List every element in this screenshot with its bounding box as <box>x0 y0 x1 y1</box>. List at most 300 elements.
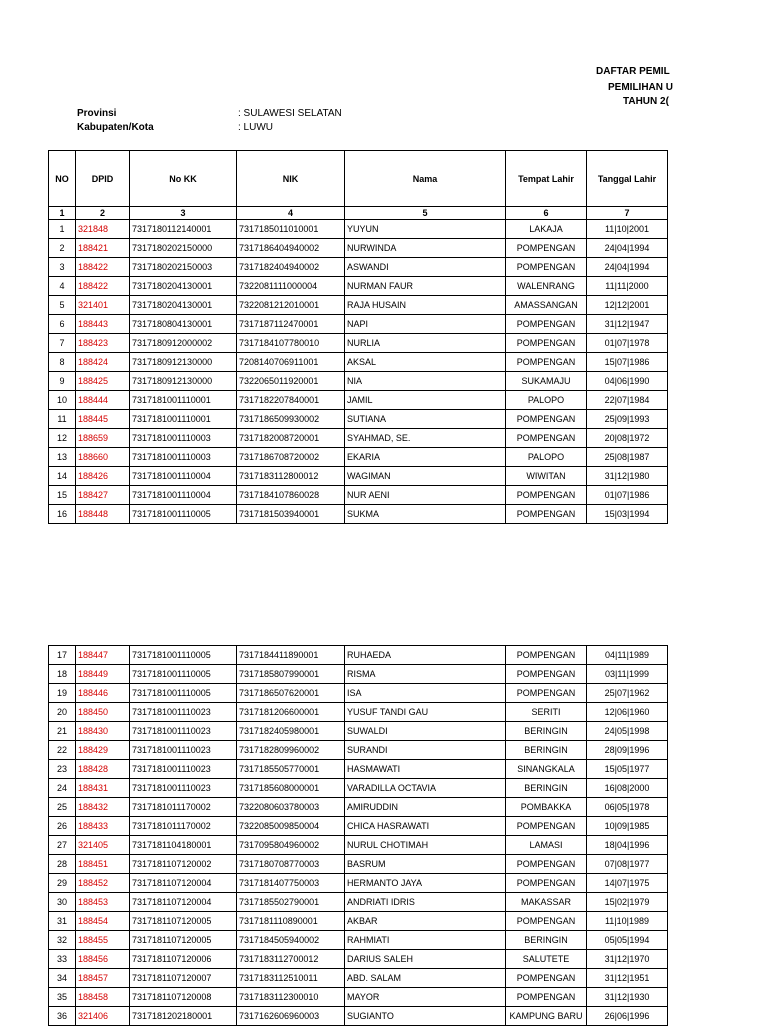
cell-no: 20 <box>49 703 76 722</box>
cell-no: 15 <box>49 486 76 505</box>
table-row <box>49 220 668 239</box>
cell-no: 10 <box>49 391 76 410</box>
cell-nik: 7317186509930002 <box>237 410 345 429</box>
col-number: 6 <box>506 207 587 220</box>
cell-dpid: 188450 <box>76 703 130 722</box>
cell-tanggal-lahir: 31|12|1970 <box>587 950 668 969</box>
cell-tempat-lahir: LAMASI <box>506 836 587 855</box>
cell-tanggal-lahir: 15|02|1979 <box>587 893 668 912</box>
cell-dpid: 321406 <box>76 1007 130 1026</box>
table-row <box>49 798 668 817</box>
cell-no: 34 <box>49 969 76 988</box>
cell-tempat-lahir: WALENRANG <box>506 277 587 296</box>
cell-no-kk: 7317181001110005 <box>130 665 237 684</box>
table-row <box>49 741 668 760</box>
cell-no: 30 <box>49 893 76 912</box>
cell-dpid: 188458 <box>76 988 130 1007</box>
cell-no: 12 <box>49 429 76 448</box>
cell-dpid: 188425 <box>76 372 130 391</box>
col-header-dpid: DPID <box>76 151 130 207</box>
cell-nama: ASWANDI <box>345 258 506 277</box>
cell-nama: EKARIA <box>345 448 506 467</box>
cell-nik: 7317182008720001 <box>237 429 345 448</box>
cell-nama: SURANDI <box>345 741 506 760</box>
cell-no: 35 <box>49 988 76 1007</box>
cell-no-kk: 7317181107120006 <box>130 950 237 969</box>
cell-no: 7 <box>49 334 76 353</box>
cell-nik: 7317183112300010 <box>237 988 345 1007</box>
table-row <box>49 315 668 334</box>
cell-tempat-lahir: POMPENGAN <box>506 239 587 258</box>
cell-nik: 7317185011010001 <box>237 220 345 239</box>
table-row <box>49 703 668 722</box>
cell-no-kk: 7317180204130001 <box>130 296 237 315</box>
cell-nama: NURMAN FAUR <box>345 277 506 296</box>
cell-dpid: 188454 <box>76 912 130 931</box>
cell-tanggal-lahir: 14|07|1975 <box>587 874 668 893</box>
table-body-part1 <box>49 220 668 524</box>
cell-dpid: 321405 <box>76 836 130 855</box>
cell-tanggal-lahir: 12|06|1960 <box>587 703 668 722</box>
provinsi-value: : SULAWESI SELATAN <box>238 108 342 119</box>
cell-nik: 7317182405980001 <box>237 722 345 741</box>
cell-tempat-lahir: KAMPUNG BARU <box>506 1007 587 1026</box>
table-row <box>49 779 668 798</box>
cell-nama: NUR AENI <box>345 486 506 505</box>
col-number: 1 <box>49 207 76 220</box>
cell-dpid: 188659 <box>76 429 130 448</box>
cell-no-kk: 7317180202150000 <box>130 239 237 258</box>
table-row <box>49 912 668 931</box>
cell-nik: 7322085009850004 <box>237 817 345 836</box>
cell-dpid: 188446 <box>76 684 130 703</box>
cell-no: 28 <box>49 855 76 874</box>
cell-no: 6 <box>49 315 76 334</box>
cell-dpid: 188457 <box>76 969 130 988</box>
col-number: 4 <box>237 207 345 220</box>
table-row <box>49 874 668 893</box>
cell-nik: 7317186404940002 <box>237 239 345 258</box>
cell-dpid: 188660 <box>76 448 130 467</box>
cell-no-kk: 7317181001110003 <box>130 429 237 448</box>
cell-tempat-lahir: WIWITAN <box>506 467 587 486</box>
cell-dpid: 188422 <box>76 277 130 296</box>
cell-nama: AKBAR <box>345 912 506 931</box>
cell-no: 13 <box>49 448 76 467</box>
cell-tanggal-lahir: 15|07|1986 <box>587 353 668 372</box>
cell-dpid: 188449 <box>76 665 130 684</box>
cell-tanggal-lahir: 12|12|2001 <box>587 296 668 315</box>
cell-nik: 7317183112800012 <box>237 467 345 486</box>
cell-tempat-lahir: MAKASSAR <box>506 893 587 912</box>
cell-nik: 7322080603780003 <box>237 798 345 817</box>
cell-no: 8 <box>49 353 76 372</box>
cell-tanggal-lahir: 25|07|1962 <box>587 684 668 703</box>
table-row <box>49 334 668 353</box>
cell-tempat-lahir: POMPENGAN <box>506 855 587 874</box>
table-row <box>49 372 668 391</box>
col-number: 2 <box>76 207 130 220</box>
cell-tanggal-lahir: 20|08|1972 <box>587 429 668 448</box>
table-row <box>49 950 668 969</box>
table-row <box>49 931 668 950</box>
cell-dpid: 188455 <box>76 931 130 950</box>
cell-tempat-lahir: POMBAKKA <box>506 798 587 817</box>
table-body-part2 <box>49 646 668 1026</box>
kabupaten-label: Kabupaten/Kota <box>77 122 154 133</box>
cell-no-kk: 7317181001110001 <box>130 410 237 429</box>
cell-dpid: 188448 <box>76 505 130 524</box>
table-row <box>49 486 668 505</box>
cell-nik: 7322065011920001 <box>237 372 345 391</box>
table-row <box>49 969 668 988</box>
table-row <box>49 429 668 448</box>
cell-dpid: 188421 <box>76 239 130 258</box>
cell-no: 32 <box>49 931 76 950</box>
cell-tempat-lahir: POMPENGAN <box>506 258 587 277</box>
table-row <box>49 410 668 429</box>
cell-nama: SUGIANTO <box>345 1007 506 1026</box>
cell-nama: RUHAEDA <box>345 646 506 665</box>
cell-tempat-lahir: SERITI <box>506 703 587 722</box>
cell-dpid: 188426 <box>76 467 130 486</box>
cell-nama: DARIUS SALEH <box>345 950 506 969</box>
cell-nik: 7317181110890001 <box>237 912 345 931</box>
cell-no-kk: 7317181107120002 <box>130 855 237 874</box>
cell-no: 36 <box>49 1007 76 1026</box>
cell-nama: NURUL CHOTIMAH <box>345 836 506 855</box>
cell-no-kk: 7317181107120005 <box>130 931 237 950</box>
cell-tanggal-lahir: 05|05|1994 <box>587 931 668 950</box>
cell-tempat-lahir: POMPENGAN <box>506 665 587 684</box>
cell-nama: AMIRUDDIN <box>345 798 506 817</box>
cell-tempat-lahir: POMPENGAN <box>506 988 587 1007</box>
cell-dpid: 188430 <box>76 722 130 741</box>
cell-tanggal-lahir: 31|12|1947 <box>587 315 668 334</box>
cell-no-kk: 7317180202150003 <box>130 258 237 277</box>
cell-dpid: 188445 <box>76 410 130 429</box>
cell-no-kk: 7317181107120007 <box>130 969 237 988</box>
cell-tanggal-lahir: 16|08|2000 <box>587 779 668 798</box>
cell-tempat-lahir: BERINGIN <box>506 741 587 760</box>
cell-tempat-lahir: LAKAJA <box>506 220 587 239</box>
cell-no-kk: 7317181001110023 <box>130 703 237 722</box>
document-title-line2: PEMILIHAN U <box>608 82 673 93</box>
cell-nik: 7317181206600001 <box>237 703 345 722</box>
cell-tempat-lahir: BERINGIN <box>506 931 587 950</box>
cell-tempat-lahir: POMPENGAN <box>506 334 587 353</box>
cell-no-kk: 7317181001110023 <box>130 760 237 779</box>
table-row <box>49 391 668 410</box>
cell-nik: 7322081212010001 <box>237 296 345 315</box>
cell-tempat-lahir: AMASSANGAN <box>506 296 587 315</box>
cell-dpid: 188422 <box>76 258 130 277</box>
provinsi-label: Provinsi <box>77 108 117 119</box>
cell-nama: ISA <box>345 684 506 703</box>
cell-tanggal-lahir: 15|03|1994 <box>587 505 668 524</box>
cell-tempat-lahir: POMPENGAN <box>506 874 587 893</box>
cell-tanggal-lahir: 24|04|1994 <box>587 258 668 277</box>
cell-tanggal-lahir: 24|05|1998 <box>587 722 668 741</box>
cell-no: 21 <box>49 722 76 741</box>
document-title-line1: DAFTAR PEMIL <box>596 66 670 77</box>
cell-dpid: 188443 <box>76 315 130 334</box>
col-number: 7 <box>587 207 668 220</box>
cell-tempat-lahir: POMPENGAN <box>506 969 587 988</box>
table-row <box>49 855 668 874</box>
cell-tempat-lahir: POMPENGAN <box>506 912 587 931</box>
table-row <box>49 239 668 258</box>
cell-nik: 7317181503940001 <box>237 505 345 524</box>
col-number: 5 <box>345 207 506 220</box>
cell-no-kk: 7317181001110004 <box>130 486 237 505</box>
cell-no-kk: 7317181001110001 <box>130 391 237 410</box>
cell-nik: 7317185505770001 <box>237 760 345 779</box>
cell-nama: RAHMIATI <box>345 931 506 950</box>
cell-nama: RAJA HUSAIN <box>345 296 506 315</box>
cell-no-kk: 7317181001110023 <box>130 779 237 798</box>
cell-no: 23 <box>49 760 76 779</box>
cell-no-kk: 7317180912130000 <box>130 372 237 391</box>
cell-no: 25 <box>49 798 76 817</box>
cell-no-kk: 7317181202180001 <box>130 1007 237 1026</box>
document-title-line3: TAHUN 2( <box>623 96 669 107</box>
cell-dpid: 188451 <box>76 855 130 874</box>
cell-nama: SYAHMAD, SE. <box>345 429 506 448</box>
cell-tanggal-lahir: 10|09|1985 <box>587 817 668 836</box>
cell-dpid: 188429 <box>76 741 130 760</box>
cell-nik: 7317183112700012 <box>237 950 345 969</box>
voter-table-part2 <box>48 645 668 1026</box>
cell-no: 2 <box>49 239 76 258</box>
cell-tempat-lahir: PALOPO <box>506 391 587 410</box>
cell-tanggal-lahir: 06|05|1978 <box>587 798 668 817</box>
cell-no-kk: 7317181001110023 <box>130 722 237 741</box>
cell-no-kk: 7317181001110003 <box>130 448 237 467</box>
cell-nama: NIA <box>345 372 506 391</box>
cell-nama: SUTIANA <box>345 410 506 429</box>
cell-tempat-lahir: SINANGKALA <box>506 760 587 779</box>
cell-nama: NURLIA <box>345 334 506 353</box>
cell-dpid: 188456 <box>76 950 130 969</box>
cell-nama: YUSUF TANDI GAU <box>345 703 506 722</box>
cell-tanggal-lahir: 01|07|1986 <box>587 486 668 505</box>
cell-nik: 7317182809960002 <box>237 741 345 760</box>
table-row <box>49 665 668 684</box>
cell-tanggal-lahir: 31|12|1951 <box>587 969 668 988</box>
cell-no-kk: 7317181107120005 <box>130 912 237 931</box>
cell-dpid: 188431 <box>76 779 130 798</box>
cell-nik: 7317185608000001 <box>237 779 345 798</box>
col-header-tanggal-lahir: Tanggal Lahir <box>587 151 668 207</box>
cell-tempat-lahir: POMPENGAN <box>506 684 587 703</box>
cell-no: 29 <box>49 874 76 893</box>
table-row <box>49 684 668 703</box>
cell-nama: RISMA <box>345 665 506 684</box>
cell-no: 3 <box>49 258 76 277</box>
cell-tanggal-lahir: 25|09|1993 <box>587 410 668 429</box>
cell-nama: HERMANTO JAYA <box>345 874 506 893</box>
cell-no: 19 <box>49 684 76 703</box>
cell-nama: NURWINDA <box>345 239 506 258</box>
cell-nama: WAGIMAN <box>345 467 506 486</box>
cell-tempat-lahir: POMPENGAN <box>506 505 587 524</box>
cell-dpid: 188427 <box>76 486 130 505</box>
table-row <box>49 258 668 277</box>
cell-no: 26 <box>49 817 76 836</box>
cell-nik: 7322081111000004 <box>237 277 345 296</box>
cell-nik: 7317184505940002 <box>237 931 345 950</box>
table-row <box>49 1007 668 1026</box>
cell-tanggal-lahir: 11|10|2001 <box>587 220 668 239</box>
cell-tanggal-lahir: 03|11|1999 <box>587 665 668 684</box>
cell-nik: 7317182207840001 <box>237 391 345 410</box>
col-header-tempat-lahir: Tempat Lahir <box>506 151 587 207</box>
cell-no: 18 <box>49 665 76 684</box>
cell-dpid: 321401 <box>76 296 130 315</box>
cell-nik: 7317182404940002 <box>237 258 345 277</box>
table-row <box>49 505 668 524</box>
cell-nik: 7317187112470001 <box>237 315 345 334</box>
cell-tempat-lahir: POMPENGAN <box>506 429 587 448</box>
cell-tempat-lahir: POMPENGAN <box>506 817 587 836</box>
cell-nama: CHICA HASRAWATI <box>345 817 506 836</box>
table-row <box>49 760 668 779</box>
cell-nama: NAPI <box>345 315 506 334</box>
cell-nama: ANDRIATI IDRIS <box>345 893 506 912</box>
cell-tanggal-lahir: 18|04|1996 <box>587 836 668 855</box>
cell-no: 31 <box>49 912 76 931</box>
cell-dpid: 188447 <box>76 646 130 665</box>
cell-no-kk: 7317181107120004 <box>130 893 237 912</box>
cell-dpid: 188452 <box>76 874 130 893</box>
cell-tempat-lahir: PALOPO <box>506 448 587 467</box>
cell-dpid: 321848 <box>76 220 130 239</box>
cell-nik: 7317184411890001 <box>237 646 345 665</box>
cell-no-kk: 7317181107120008 <box>130 988 237 1007</box>
cell-no: 17 <box>49 646 76 665</box>
cell-no-kk: 7317180204130001 <box>130 277 237 296</box>
cell-nik: 7317186708720002 <box>237 448 345 467</box>
cell-nik: 7317184107780010 <box>237 334 345 353</box>
table-row <box>49 817 668 836</box>
table-row <box>49 448 668 467</box>
cell-tempat-lahir: BERINGIN <box>506 722 587 741</box>
cell-nik: 7317180708770003 <box>237 855 345 874</box>
cell-tanggal-lahir: 24|04|1994 <box>587 239 668 258</box>
cell-tanggal-lahir: 15|05|1977 <box>587 760 668 779</box>
cell-dpid: 188444 <box>76 391 130 410</box>
cell-tempat-lahir: SALUTETE <box>506 950 587 969</box>
cell-dpid: 188433 <box>76 817 130 836</box>
cell-no-kk: 7317181001110004 <box>130 467 237 486</box>
cell-no-kk: 7317180912000002 <box>130 334 237 353</box>
cell-no-kk: 7317181001110005 <box>130 684 237 703</box>
cell-nama: SUWALDI <box>345 722 506 741</box>
cell-no: 11 <box>49 410 76 429</box>
cell-nama: HASMAWATI <box>345 760 506 779</box>
cell-nik: 7317184107860028 <box>237 486 345 505</box>
table-row <box>49 277 668 296</box>
cell-nik: 7317183112510011 <box>237 969 345 988</box>
cell-tanggal-lahir: 28|09|1996 <box>587 741 668 760</box>
cell-no: 24 <box>49 779 76 798</box>
table-row <box>49 467 668 486</box>
table-row <box>49 296 668 315</box>
cell-tanggal-lahir: 04|11|1989 <box>587 646 668 665</box>
kabupaten-value: : LUWU <box>238 122 273 133</box>
cell-tanggal-lahir: 26|06|1996 <box>587 1007 668 1026</box>
cell-nik: 7317185502790001 <box>237 893 345 912</box>
cell-dpid: 188428 <box>76 760 130 779</box>
cell-tempat-lahir: POMPENGAN <box>506 646 587 665</box>
cell-tempat-lahir: POMPENGAN <box>506 353 587 372</box>
cell-dpid: 188453 <box>76 893 130 912</box>
cell-no-kk: 7317181011170002 <box>130 798 237 817</box>
cell-tanggal-lahir: 31|12|1930 <box>587 988 668 1007</box>
cell-no: 5 <box>49 296 76 315</box>
cell-nama: JAMIL <box>345 391 506 410</box>
cell-tanggal-lahir: 04|06|1990 <box>587 372 668 391</box>
table-row <box>49 988 668 1007</box>
cell-no-kk: 7317180112140001 <box>130 220 237 239</box>
cell-tanggal-lahir: 11|10|1989 <box>587 912 668 931</box>
cell-tanggal-lahir: 01|07|1978 <box>587 334 668 353</box>
cell-no-kk: 7317180804130001 <box>130 315 237 334</box>
cell-tempat-lahir: POMPENGAN <box>506 315 587 334</box>
cell-nik: 7317162606960003 <box>237 1007 345 1026</box>
cell-tempat-lahir: POMPENGAN <box>506 486 587 505</box>
cell-nama: BASRUM <box>345 855 506 874</box>
cell-nama: SUKMA <box>345 505 506 524</box>
cell-dpid: 188424 <box>76 353 130 372</box>
table-row <box>49 836 668 855</box>
cell-nik: 7317181407750003 <box>237 874 345 893</box>
col-header-nik: NIK <box>237 151 345 207</box>
cell-nama: MAYOR <box>345 988 506 1007</box>
cell-nik: 7317185807990001 <box>237 665 345 684</box>
cell-nik: 7208140706911001 <box>237 353 345 372</box>
cell-tempat-lahir: BERINGIN <box>506 779 587 798</box>
cell-no: 27 <box>49 836 76 855</box>
cell-tempat-lahir: SUKAMAJU <box>506 372 587 391</box>
cell-nama: AKSAL <box>345 353 506 372</box>
cell-nik: 7317186507620001 <box>237 684 345 703</box>
cell-dpid: 188423 <box>76 334 130 353</box>
cell-no: 22 <box>49 741 76 760</box>
cell-nama: ABD. SALAM <box>345 969 506 988</box>
cell-nama: VARADILLA OCTAVIA <box>345 779 506 798</box>
table-row <box>49 353 668 372</box>
cell-no: 9 <box>49 372 76 391</box>
cell-no: 1 <box>49 220 76 239</box>
table-row <box>49 722 668 741</box>
cell-no: 4 <box>49 277 76 296</box>
cell-tempat-lahir: POMPENGAN <box>506 410 587 429</box>
cell-no-kk: 7317180912130000 <box>130 353 237 372</box>
cell-no: 16 <box>49 505 76 524</box>
cell-no-kk: 7317181001110005 <box>130 505 237 524</box>
cell-no-kk: 7317181001110005 <box>130 646 237 665</box>
cell-no-kk: 7317181104180001 <box>130 836 237 855</box>
cell-tanggal-lahir: 22|07|1984 <box>587 391 668 410</box>
col-number: 3 <box>130 207 237 220</box>
col-header-nama: Nama <box>345 151 506 207</box>
cell-no-kk: 7317181001110023 <box>130 741 237 760</box>
cell-nama: YUYUN <box>345 220 506 239</box>
voter-table-part1 <box>48 150 668 524</box>
cell-no-kk: 7317181107120004 <box>130 874 237 893</box>
